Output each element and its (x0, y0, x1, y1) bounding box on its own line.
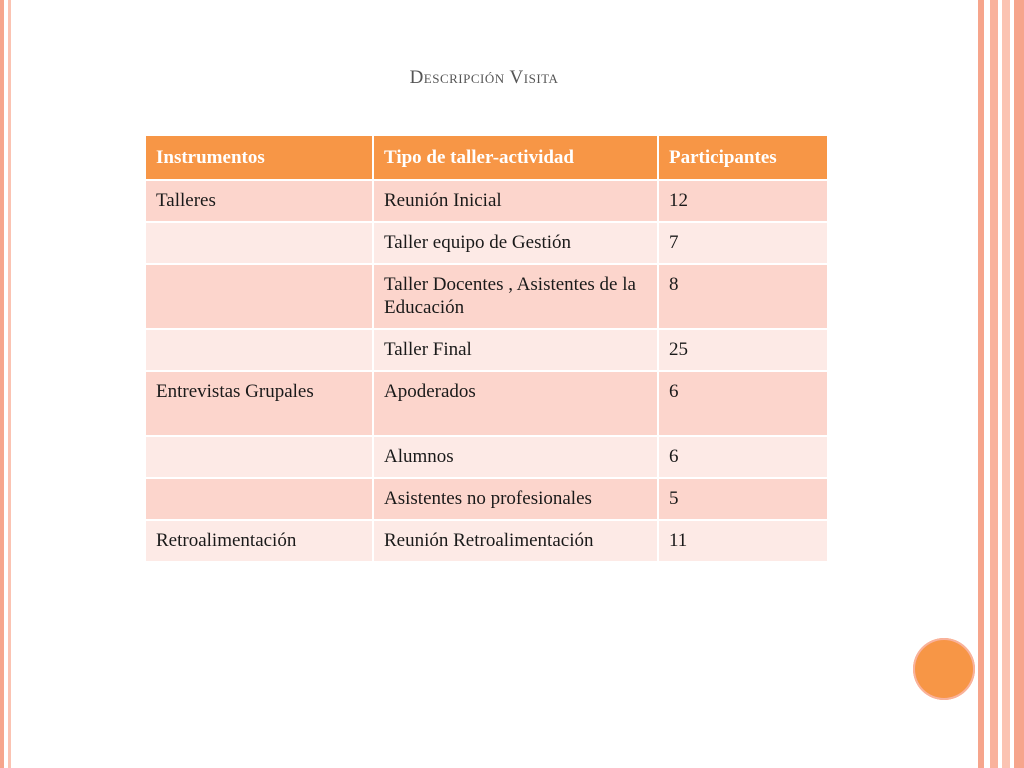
cell-instrumento: Entrevistas Grupales (145, 371, 373, 436)
visit-table (144, 134, 829, 563)
cell-actividad: Reunión Inicial (373, 180, 658, 222)
cell-actividad: Taller Final (373, 329, 658, 371)
right-decor-bar-4 (1014, 0, 1024, 768)
cell-participantes: 11 (658, 520, 828, 562)
cell-instrumento (145, 478, 373, 520)
table-row (145, 520, 828, 562)
cell-instrumento (145, 222, 373, 264)
cell-actividad: Reunión Retroalimentación (373, 520, 658, 562)
table-header-row (145, 135, 828, 180)
table-row (145, 371, 828, 436)
cell-participantes: 6 (658, 371, 828, 436)
header-participantes: Participantes (658, 135, 828, 180)
table-row (145, 222, 828, 264)
right-decor-bar-3 (1002, 0, 1010, 768)
slide-decor-circle (913, 638, 975, 700)
cell-instrumento (145, 329, 373, 371)
cell-participantes: 12 (658, 180, 828, 222)
cell-participantes: 5 (658, 478, 828, 520)
table-row (145, 329, 828, 371)
left-decor-bar-inner (8, 0, 11, 768)
right-decor-bar-2 (990, 0, 998, 768)
cell-actividad: Taller equipo de Gestión (373, 222, 658, 264)
slide-title: Descripción Visita (409, 67, 559, 88)
cell-instrumento (145, 436, 373, 478)
cell-instrumento (145, 264, 373, 329)
cell-participantes: 7 (658, 222, 828, 264)
header-instrumentos: Instrumentos (145, 135, 373, 180)
cell-actividad: Apoderados (373, 371, 658, 436)
cell-actividad: Alumnos (373, 436, 658, 478)
cell-participantes: 25 (658, 329, 828, 371)
left-decor-bar (0, 0, 4, 768)
cell-instrumento: Talleres (145, 180, 373, 222)
right-decor-bar-1 (978, 0, 984, 768)
table-row (145, 436, 828, 478)
table-row (145, 264, 828, 329)
cell-participantes: 8 (658, 264, 828, 329)
cell-actividad: Taller Docentes , Asistentes de la Educación (373, 264, 658, 329)
cell-participantes: 6 (658, 436, 828, 478)
header-tipo-taller: Tipo de taller-actividad (373, 135, 658, 180)
cell-instrumento: Retroalimentación (145, 520, 373, 562)
table-row (145, 478, 828, 520)
cell-actividad: Asistentes no profesionales (373, 478, 658, 520)
table-row (145, 180, 828, 222)
